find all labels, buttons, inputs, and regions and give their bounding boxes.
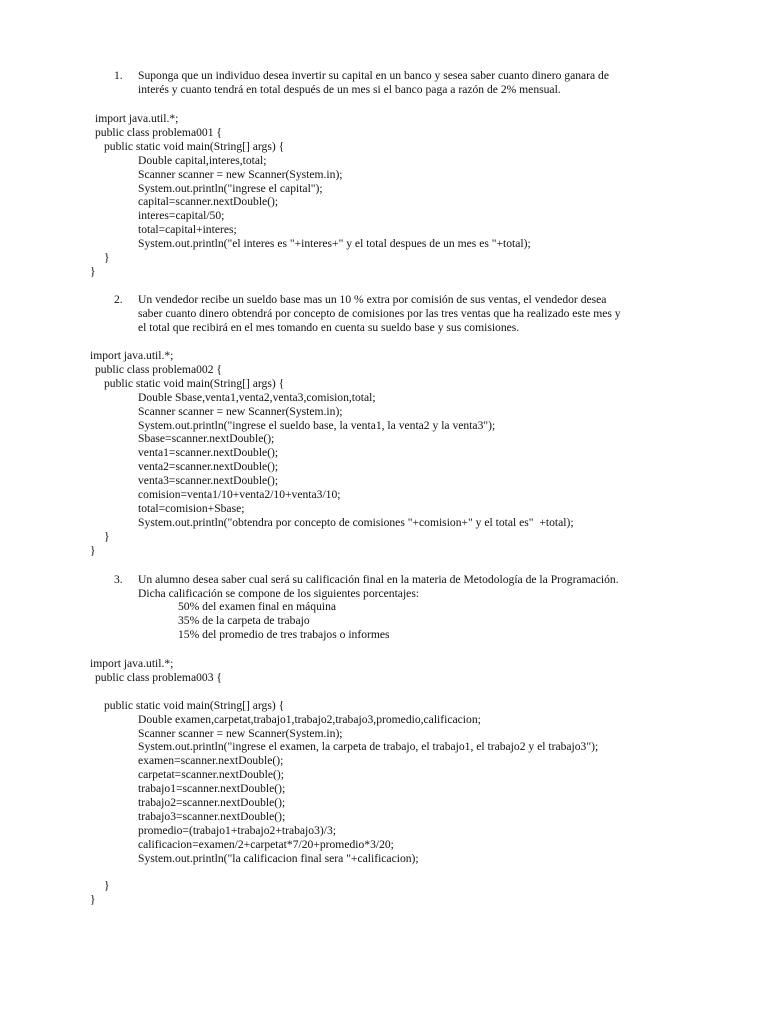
statement-line: interés y cuanto tendrá en total después de un mes si el banco paga a razón de 2% mensual.: [138, 83, 561, 97]
code-line: venta2=scanner.nextDouble();: [138, 460, 279, 474]
code-line: total=comision+Sbase;: [138, 501, 245, 515]
code-line: Scanner scanner = new Scanner(System.in);: [138, 726, 343, 740]
problem-number: 3.: [114, 573, 123, 586]
code-line: public static void main(String[] args) {: [104, 376, 285, 390]
code-line: Double capital,interes,total;: [138, 153, 267, 167]
code-line: }: [90, 893, 96, 907]
code-line: System.out.println("ingrese el capital");: [138, 181, 323, 195]
code-line: trabajo1=scanner.nextDouble();: [138, 782, 286, 796]
problem-text: [138, 573, 683, 601]
code-line: Double Sbase,venta1,venta2,venta3,comision,total;: [138, 390, 376, 404]
problem-number: 2.: [114, 293, 123, 306]
code-line: public class problema001 {: [95, 125, 222, 139]
problem-text: [138, 293, 683, 336]
code-line: examen=scanner.nextDouble();: [138, 754, 284, 768]
code-line: System.out.println("la calificacion final sera "+calificacion);: [138, 851, 419, 865]
code-line: Double examen,carpetat,trabajo1,trabajo2,trabajo3,promedio,calificacion;: [138, 712, 481, 726]
statement-line: Suponga que un individuo desea invertir su capital en un banco y sesea saber cuanto dinero ganara de: [138, 69, 610, 82]
code-line: trabajo3=scanner.nextDouble();: [138, 809, 286, 823]
code-line: public class problema003 {: [95, 670, 222, 684]
code-line: import java.util.*;: [90, 657, 174, 670]
statement-line: Un vendedor recibe un sueldo base mas un 10 % extra por comisión de sus ventas, el vendedor desea: [138, 293, 607, 306]
code-line: import java.util.*;: [90, 349, 174, 362]
code-line: public static void main(String[] args) {: [104, 139, 285, 153]
code-line: import java.util.*;: [95, 112, 179, 125]
code-line: Sbase=scanner.nextDouble();: [138, 432, 275, 446]
percentage-item: 15% del promedio de tres trabajos o informes: [178, 628, 390, 641]
code-line: calificacion=examen/2+carpetat*7/20+promedio*3/20;: [138, 837, 394, 851]
code-line: Scanner scanner = new Scanner(System.in);: [138, 167, 343, 181]
percentage-item: 50% del examen final en máquina: [178, 600, 337, 613]
code-line: venta3=scanner.nextDouble();: [138, 474, 279, 488]
code-line: }: [104, 529, 110, 543]
code-line: public class problema002 {: [95, 362, 222, 376]
code-line: System.out.println("ingrese el examen, la carpeta de trabajo, el trabajo1, el trabajo2 y el trabajo3");: [138, 740, 599, 754]
code-line: Scanner scanner = new Scanner(System.in);: [138, 404, 343, 418]
problem-text: [138, 69, 683, 97]
code-line: total=capital+interes;: [138, 223, 237, 237]
code-line: trabajo2=scanner.nextDouble();: [138, 796, 286, 809]
code-line: System.out.println("el interes es "+interes+" y el total despues de un mes es "+total);: [138, 237, 531, 251]
code-line: carpetat=scanner.nextDouble();: [138, 768, 284, 782]
code-line: comision=venta1/10+venta2/10+venta3/10;: [138, 488, 341, 501]
code-line: promedio=(trabajo1+trabajo2+trabajo3)/3;: [138, 823, 336, 837]
statement-line: Un alumno desea saber cual será su calificación final en la materia de Metodología de la Programación.: [138, 573, 619, 586]
percentage-item: 35% de la carpeta de trabajo: [178, 614, 310, 627]
statement-line: saber cuanto dinero obtendrá por concepto de comisiones por las tres ventas que ha realizado este mes y: [138, 307, 621, 321]
code-line: System.out.println("obtendra por concepto de comisiones "+comision+" y el total es" +total);: [138, 515, 574, 529]
code-line: }: [104, 879, 110, 893]
code-line: venta1=scanner.nextDouble();: [138, 446, 279, 460]
code-line: interes=capital/50;: [138, 209, 225, 223]
code-line: }: [104, 251, 110, 264]
code-line: capital=scanner.nextDouble();: [138, 195, 279, 209]
code-line: System.out.println("ingrese el sueldo base, la venta1, la venta2 y la venta3");: [138, 418, 496, 432]
statement-line: el total que recibirá en el mes tomando en cuenta su sueldo base y sus comisiones.: [138, 321, 520, 335]
problem-number: 1.: [114, 69, 123, 82]
code-line: public static void main(String[] args) {: [104, 698, 285, 712]
code-line: }: [90, 543, 96, 557]
statement-line: Dicha calificación se compone de los siguientes porcentajes:: [138, 587, 420, 601]
code-line: }: [90, 264, 96, 278]
